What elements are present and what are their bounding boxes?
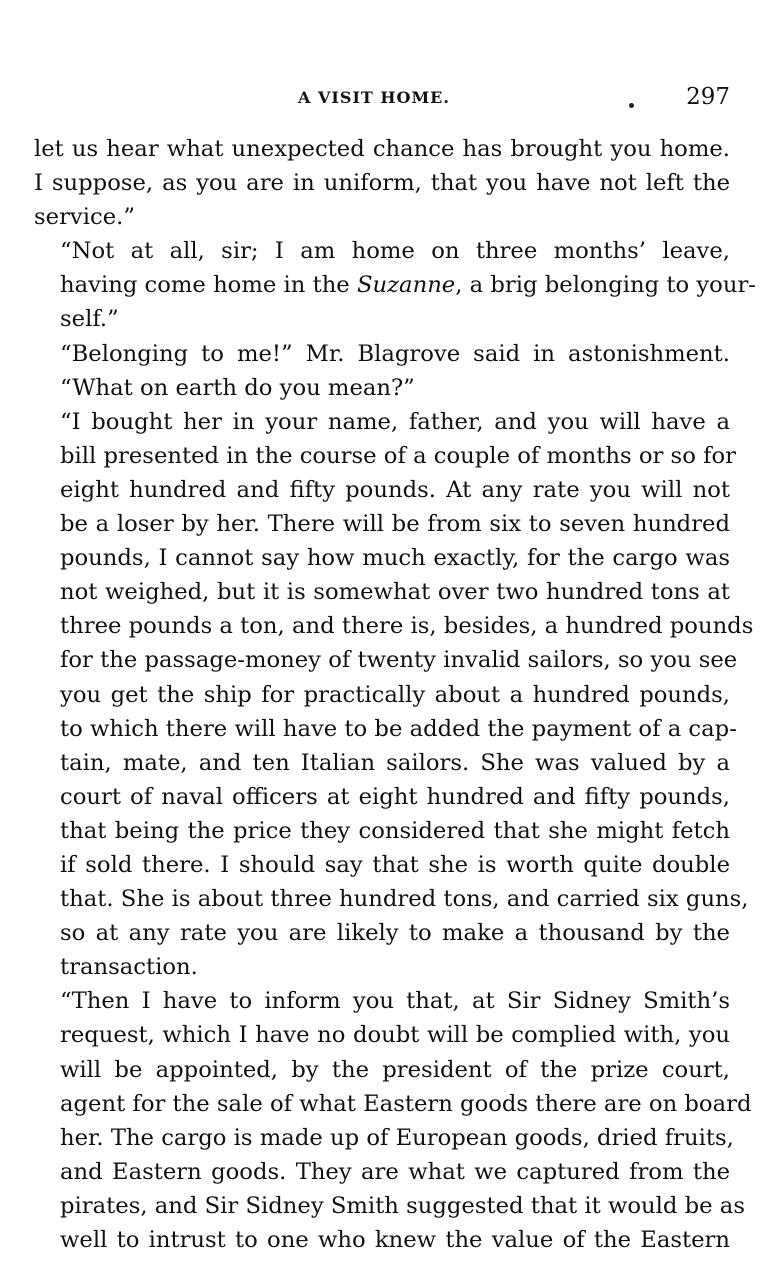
paragraph [34, 234, 756, 336]
text-line: tain, mate, and ten Italian sailors. She was valued by a [60, 749, 730, 776]
paragraph [34, 984, 752, 1257]
text-line: “Not at all, sir; I am home on three months’ leave, [60, 238, 730, 265]
text-line: “Then I have to inform you that, at Sir Sidney Smith’s [60, 988, 730, 1015]
text-line: “Belonging to me!” Mr. Blagrove said in astonishment. [60, 340, 730, 367]
running-head: A VISIT HOME. [298, 88, 450, 107]
text-line: self.” [60, 306, 119, 333]
paragraph [34, 405, 754, 985]
text-line: court of naval officers at eight hundred and fifty pounds, [60, 783, 730, 810]
text-line: I suppose, as you are in uniform, that you have not left the [34, 170, 730, 197]
text-line: will be appointed, by the president of the prize court, [60, 1056, 730, 1083]
text-line: to which there will have to be added the payment of a cap- [60, 715, 737, 742]
text-line: “I bought her in your name, father, and you will have a [60, 408, 730, 435]
text-line: her. The cargo is made up of European goods, dried fruits, [60, 1124, 734, 1151]
text-line: that. She is about three hundred tons, and carried six guns, [60, 886, 749, 913]
text-line: three pounds a ton, and there is, besides, a hundred pounds [60, 613, 754, 640]
text-line: request, which I have no doubt will be complied with, you [60, 1022, 730, 1049]
text-line: be a loser by her. There will be from six to seven hundred [60, 511, 730, 538]
text-line: “What on earth do you mean?” [60, 374, 415, 401]
text-line: and Eastern goods. They are what we captured from the [60, 1158, 730, 1185]
text-line: not weighed, but it is somewhat over two hundred tons at [60, 579, 730, 606]
body-text [34, 132, 756, 1257]
text-line: that being the price they considered that she might fetch [60, 817, 730, 844]
text-line: having come home in the Suzanne, a brig belonging to your- [60, 272, 756, 299]
page-header [0, 84, 782, 114]
text-line: bill presented in the course of a couple of months or so for [60, 442, 736, 469]
text-line: let us hear what unexpected chance has brought you home. [34, 136, 730, 162]
ink-speck [629, 103, 634, 108]
paragraph [34, 132, 730, 234]
text-line: well to intrust to one who knew the value of the Eastern [60, 1227, 730, 1253]
paragraph [34, 337, 730, 405]
text-line: agent for the sale of what Eastern goods there are on board [60, 1090, 752, 1117]
text-line: pounds, I cannot say how much exactly, for the cargo was [60, 545, 730, 572]
text-line: eight hundred and fifty pounds. At any rate you will not [60, 476, 730, 503]
text-line: pirates, and Sir Sidney Smith suggested that it would be as [60, 1192, 745, 1219]
text-line: if sold there. I should say that she is worth quite double [60, 851, 730, 878]
text-line: transaction. [60, 954, 198, 981]
text-line: service.” [34, 204, 135, 231]
text-line: for the passage-money of twenty invalid sailors, so you see [60, 647, 738, 674]
italic-ship-name: Suzanne [356, 272, 456, 299]
text-line: so at any rate you are likely to make a thousand by the [60, 920, 730, 947]
page-number: 297 [686, 84, 730, 110]
text-line: you get the ship for practically about a hundred pounds, [60, 681, 730, 708]
